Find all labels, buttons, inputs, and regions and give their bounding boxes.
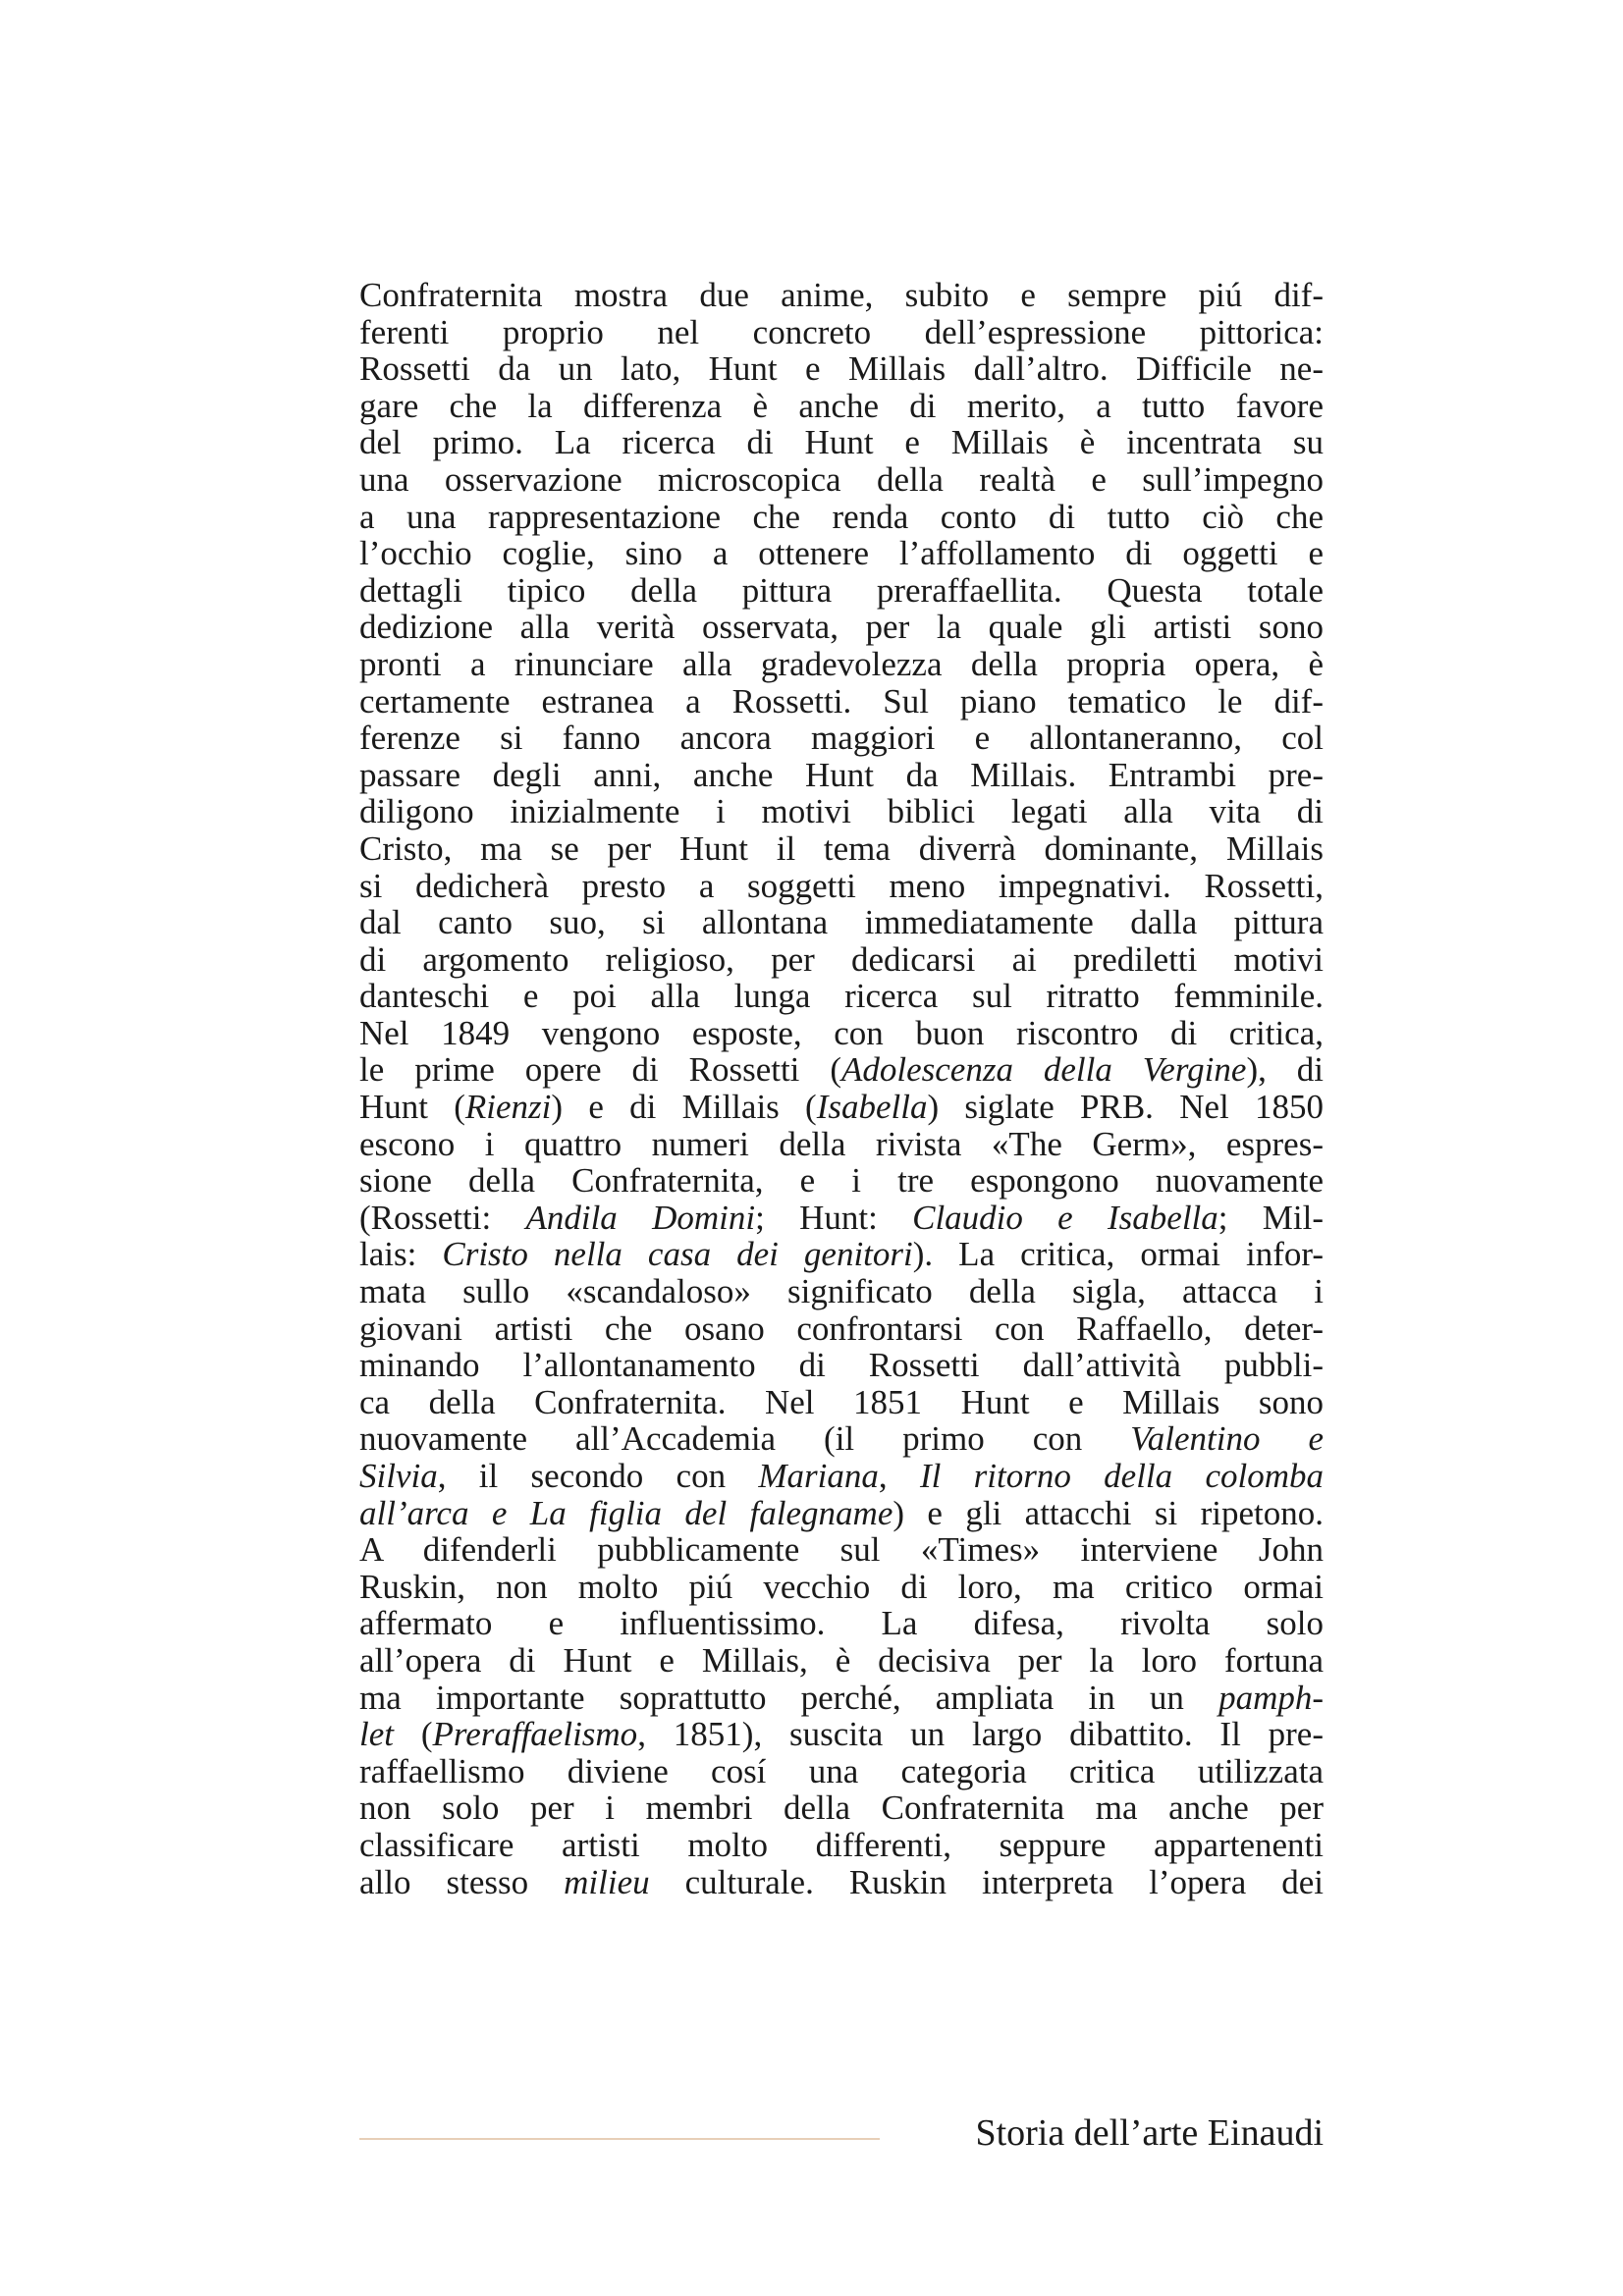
- text-line: [359, 1162, 1324, 1200]
- text-line: [359, 314, 1324, 351]
- text-line: [359, 757, 1324, 794]
- text-run: dettagli tipico della pittura preraffaellita. Questa totale: [359, 570, 1324, 610]
- text-run: lais:: [359, 1235, 443, 1274]
- text-run: Hunt (: [359, 1088, 465, 1127]
- text-run: nuovamente all’Accademia (il primo con: [359, 1419, 1131, 1459]
- text-run: Cristo, ma se per Hunt il tema diverrà dominante, Millais: [359, 828, 1324, 868]
- italic-title: Claudio e Isabella: [912, 1198, 1218, 1237]
- text-line: [359, 609, 1324, 646]
- text-run: (Rossetti:: [359, 1198, 526, 1237]
- footer-title: Storia dell’arte Einaudi: [975, 2112, 1324, 2154]
- text-line: [359, 1347, 1324, 1384]
- text-line: [359, 1827, 1324, 1864]
- text-run: A difenderli pubblicamente sul «Times» interviene John: [359, 1530, 1324, 1570]
- text-run: non solo per i membri della Confraternita ma anche per: [359, 1789, 1324, 1828]
- text-run: una osservazione microscopica della realtà e sull’impegno: [359, 459, 1324, 499]
- text-line: [359, 1680, 1324, 1717]
- text-run: ) e di Millais (: [551, 1088, 817, 1127]
- text-run: Confraternita mostra due anime, subito e sempre piú dif-: [359, 276, 1324, 314]
- text-line: [359, 1089, 1324, 1126]
- text-line: [359, 1384, 1324, 1421]
- text-run: , il secondo con: [437, 1457, 759, 1495]
- text-line: [359, 1310, 1324, 1348]
- text-run: ; Mil-: [1217, 1198, 1324, 1237]
- text-run: classificare artisti molto differenti, seppure appartenenti: [359, 1825, 1324, 1864]
- body-text: [359, 277, 1324, 1900]
- italic-title: Rienzi: [464, 1088, 552, 1127]
- text-run: Nel 1849 vengono esposte, con buon riscontro di critica,: [359, 1013, 1324, 1052]
- text-line: [359, 350, 1324, 388]
- text-line: [359, 424, 1324, 461]
- italic-title: Adolescenza della Vergine: [841, 1050, 1247, 1090]
- text-run: raffaellismo diviene cosí una categoria critica utilizzata: [359, 1751, 1324, 1790]
- text-run: del primo. La ricerca di Hunt e Millais è incentrata su: [359, 423, 1324, 462]
- text-line: [359, 720, 1324, 757]
- text-line: [359, 1531, 1324, 1569]
- text-run: dedizione alla verità osservata, per la quale gli artisti sono: [359, 608, 1324, 647]
- text-run: Ruskin, non molto piú vecchio di loro, ma critico ormai: [359, 1567, 1324, 1606]
- text-line: [359, 1642, 1324, 1680]
- text-run: ma importante soprattutto perché, ampliata in un: [359, 1678, 1219, 1717]
- text-run: ) e gli attacchi si ripetono.: [893, 1493, 1324, 1532]
- text-run: allo stesso: [359, 1862, 565, 1901]
- italic-title: all’arca e La figlia del falegname: [359, 1493, 893, 1532]
- italic-title: Isabella: [816, 1088, 928, 1127]
- italic-title: Cristo nella casa dei genitori: [442, 1235, 913, 1274]
- text-run: affermato e influentissimo. La difesa, rivolta solo: [359, 1604, 1324, 1643]
- page-footer: [359, 2109, 1324, 2158]
- text-line: [359, 1495, 1324, 1532]
- text-run: gare che la differenza è anche di merito, a tutto favore: [359, 386, 1324, 425]
- text-line: [359, 388, 1324, 425]
- text-run: a una rappresentazione che renda conto di tutto ciò che: [359, 497, 1324, 536]
- text-run: ) siglate PRB. Nel 1850: [927, 1088, 1324, 1127]
- text-line: [359, 461, 1324, 499]
- text-line: [359, 1126, 1324, 1163]
- text-line: [359, 1458, 1324, 1495]
- text-line: [359, 1605, 1324, 1642]
- text-run: minando l’allontanamento di Rossetti dall’attività pubbli-: [359, 1346, 1324, 1385]
- text-run: diligono inizialmente i motivi biblici legati alla vita di: [359, 792, 1324, 831]
- text-line: [359, 646, 1324, 683]
- text-line: [359, 1569, 1324, 1606]
- text-line: [359, 277, 1324, 314]
- text-run: si dedicherà presto a soggetti meno impegnativi. Rossetti,: [359, 866, 1324, 905]
- text-run: ; Hunt:: [755, 1198, 913, 1237]
- text-line: [359, 499, 1324, 536]
- italic-title: Silvia: [359, 1457, 438, 1495]
- text-line: [359, 1051, 1324, 1089]
- text-line: [359, 1864, 1324, 1901]
- italic-title: pamph-: [1218, 1678, 1324, 1717]
- italic-title: Il ritorno della colomba: [919, 1457, 1324, 1495]
- text-run: ). La critica, ormai infor-: [912, 1235, 1324, 1274]
- text-line: [359, 1200, 1324, 1237]
- text-run: ), di: [1246, 1050, 1325, 1090]
- text-run: ca della Confraternita. Nel 1851 Hunt e Millais sono: [359, 1382, 1324, 1421]
- footer-rule: [359, 2138, 880, 2140]
- text-run: ferenti proprio nel concreto dell’espressione pittorica:: [359, 312, 1324, 351]
- text-run: danteschi e poi alla lunga ricerca sul ritratto femminile.: [359, 977, 1324, 1016]
- italic-title: let: [359, 1715, 394, 1754]
- text-run: mata sullo «scandaloso» significato della sigla, attacca i: [359, 1272, 1324, 1311]
- text-line: [359, 1753, 1324, 1790]
- text-run: certamente estranea a Rossetti. Sul piano tematico le dif-: [359, 681, 1324, 721]
- text-run: ferenze si fanno ancora maggiori e allontaneranno, col: [359, 719, 1324, 758]
- text-line: [359, 830, 1324, 868]
- text-line: [359, 904, 1324, 941]
- text-run: pronti a rinunciare alla gradevolezza della propria opera, è: [359, 644, 1324, 683]
- text-line: [359, 1420, 1324, 1458]
- text-run: le prime opere di Rossetti (: [359, 1050, 841, 1090]
- text-line: [359, 1789, 1324, 1827]
- text-line: [359, 535, 1324, 572]
- text-line: [359, 978, 1324, 1015]
- text-run: culturale. Ruskin interpreta l’opera dei: [649, 1862, 1325, 1901]
- text-run: all’opera di Hunt e Millais, è decisiva per la loro fortuna: [359, 1640, 1324, 1680]
- text-run: escono i quattro numeri della rivista «The Germ», espres-: [359, 1124, 1324, 1163]
- text-run: l’occhio coglie, sino a ottenere l’affollamento di oggetti e: [359, 534, 1324, 573]
- italic-title: Preraffaelismo: [432, 1715, 638, 1754]
- text-run: passare degli anni, anche Hunt da Millais. Entrambi pre-: [359, 755, 1324, 794]
- text-run: dal canto suo, si allontana immediatamente dalla pittura: [359, 903, 1324, 942]
- text-line: [359, 868, 1324, 905]
- italic-title: Valentino e: [1130, 1419, 1324, 1459]
- italic-title: Andila Domini: [525, 1198, 756, 1237]
- text-line: [359, 1716, 1324, 1753]
- text-line: [359, 1015, 1324, 1052]
- italic-title: milieu: [564, 1862, 650, 1901]
- text-line: [359, 941, 1324, 979]
- text-run: Rossetti da un lato, Hunt e Millais dall’altro. Difficile ne-: [359, 349, 1324, 389]
- text-run: ,: [878, 1457, 920, 1495]
- text-line: [359, 572, 1324, 610]
- text-line: [359, 793, 1324, 830]
- italic-title: Mariana: [758, 1457, 879, 1495]
- text-line: [359, 1236, 1324, 1273]
- text-line: [359, 1273, 1324, 1310]
- text-run: giovani artisti che osano confrontarsi con Raffaello, deter-: [359, 1308, 1324, 1348]
- text-run: (: [393, 1715, 433, 1754]
- text-run: sione della Confraternita, e i tre espongono nuovamente: [359, 1161, 1324, 1201]
- text-run: , 1851), suscita un largo dibattito. Il pre-: [637, 1715, 1325, 1754]
- text-line: [359, 683, 1324, 721]
- text-run: di argomento religioso, per dedicarsi ai prediletti motivi: [359, 939, 1324, 979]
